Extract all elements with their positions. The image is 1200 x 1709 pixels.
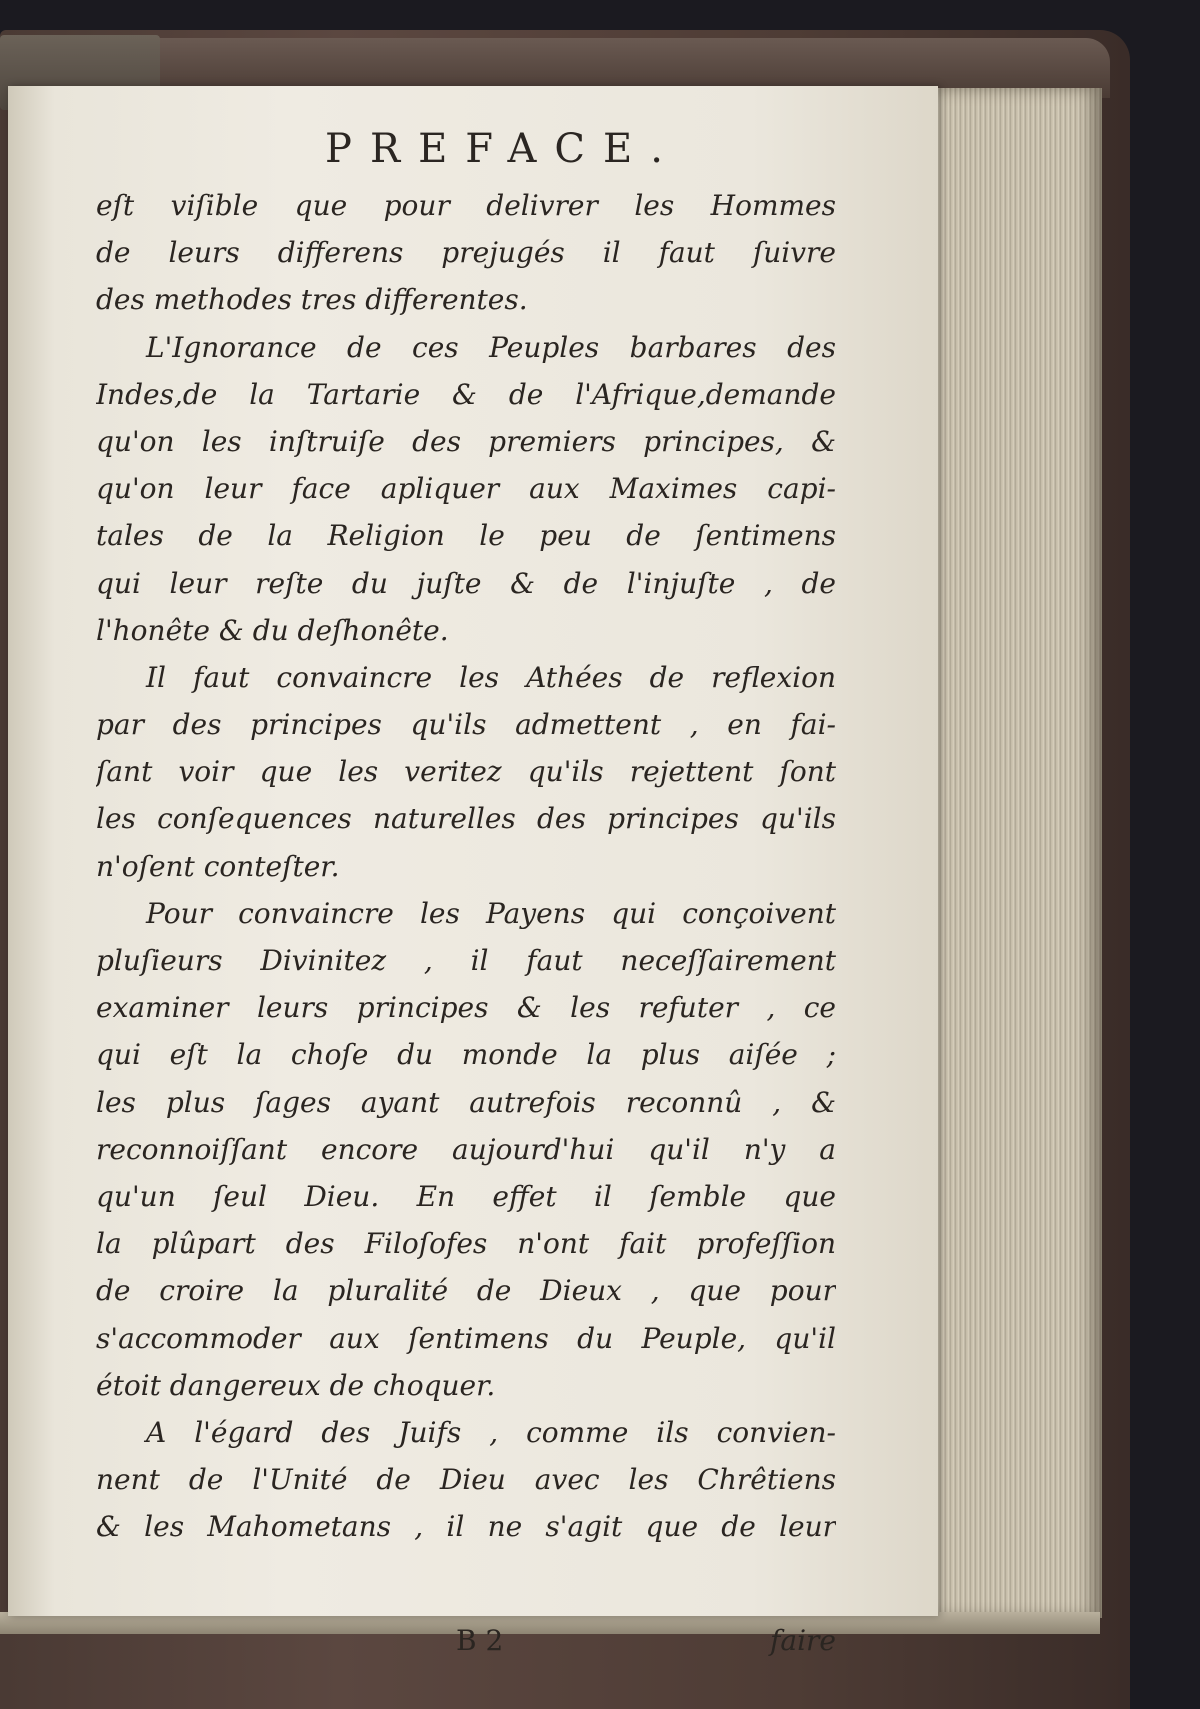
text-line: qui eſt la choſe du monde la plus aiſée ; <box>96 1038 836 1072</box>
text-line: A l'égard des Juifs , comme ils convien- <box>146 1415 836 1449</box>
text-line: de leurs differens prejugés il faut ſuivre <box>96 236 836 270</box>
text-line: les conſequences naturelles des principes qu'ils <box>96 802 836 836</box>
text-line: de croire la pluralité de Dieux , que pour <box>96 1274 836 1308</box>
text-line: eſt viſible que pour delivrer les Hommes <box>96 189 836 222</box>
text-line: nent de l'Unité de Dieu avec les Chrêtiens <box>96 1463 836 1497</box>
text-line: reconnoiſſant encore aujourd'hui qu'il n'y a <box>96 1132 836 1166</box>
body-text <box>96 182 836 1550</box>
book-page <box>8 86 938 1657</box>
text-line: l'honête & du deſhonête. <box>96 613 449 647</box>
text-line: examiner leurs principes & les refuter , ce <box>96 991 836 1025</box>
text-line: qu'on les inſtruiſe des premiers principes, & <box>96 424 836 458</box>
text-line: Il faut convaincre les Athées de reflexion <box>146 660 836 694</box>
text-line: & les Mahometans , il ne s'agit que de leur <box>96 1510 836 1544</box>
catchword: faire <box>770 1624 836 1657</box>
text-line: L'Ignorance de ces Peuples barbares des <box>146 330 836 364</box>
text-line: les plus ſages ayant autrefois reconnû , & <box>96 1085 836 1119</box>
running-header: PREFACE. <box>325 126 681 172</box>
text-line: étoit dangereux de choquer. <box>96 1368 496 1402</box>
text-line: tales de la Religion le peu de ſentimens <box>96 519 836 553</box>
text-line: qui leur reſte du juſte & de l'injuſte , de <box>96 566 836 600</box>
text-line: ſant voir que les veritez qu'ils rejettent ſont <box>96 755 836 789</box>
text-line: n'oſent conteſter. <box>96 849 340 883</box>
text-line: la plûpart des Filoſofes n'ont fait profeſſion <box>96 1227 836 1261</box>
text-line: des methodes tres differentes. <box>96 283 528 317</box>
text-line: s'accommoder aux ſentimens du Peuple, qu'il <box>96 1321 836 1355</box>
text-line: Indes,de la Tartarie & de l'Afrique,demande <box>96 377 836 411</box>
text-line: qu'un ſeul Dieu. En effet il ſemble que <box>96 1179 836 1213</box>
signature-mark: B 2 <box>456 1624 504 1657</box>
text-line: pluſieurs Divinitez , il faut neceſſairement <box>96 944 836 977</box>
text-line: par des principes qu'ils admettent , en fai- <box>96 708 836 742</box>
text-line: Pour convaincre les Payens qui conçoivent <box>146 896 836 930</box>
text-line: qu'on leur face apliquer aux Maximes capi- <box>96 472 836 506</box>
page-edges <box>935 88 1102 1618</box>
